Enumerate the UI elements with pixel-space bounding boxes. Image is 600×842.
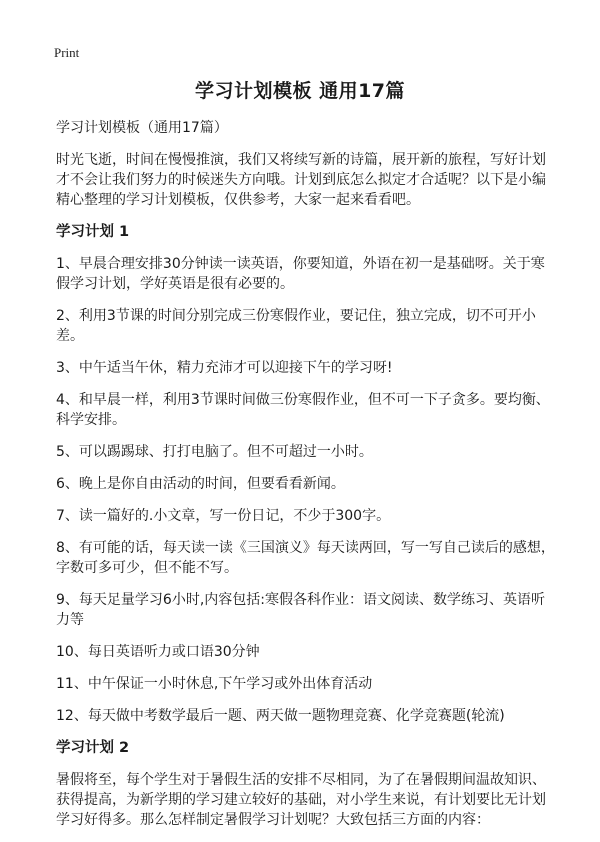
list-item: 9、每天足量学习6小时,内容包括:寒假各科作业：语文阅读、数学练习、英语听力等 (56, 592, 545, 628)
section-2-paragraph: 暑假将至，每个学生对于暑假生活的安排不尽相同，为了在暑假期间温故知识、获得提高，为新学期的学习建立较好的基础，对小学生来说，有计划要比无计划学习好得多。那么怎样制定暑假学习计划呢？大致包括三方面的内容： (56, 772, 546, 828)
list-item: 4、和早晨一样，利用3节课时间做三份寒假作业，但不可一下子贪多。要均衡、科学安排。 (56, 392, 550, 428)
list-item: 7、读一篇好的.小文章，写一份日记，不少于300字。 (56, 508, 391, 524)
list-item: 12、每天做中考数学最后一题、两天做一题物理竞赛、化学竞赛题(轮流) (56, 708, 505, 724)
intro-paragraph: 时光飞逝，时间在慢慢推演，我们又将续写新的诗篇，展开新的旅程，写好计划才不会让我们努力的时候迷失方向哦。计划到底怎么拟定才合适呢？以下是小编精心整理的学习计划模板，仅供参考，大家一起来看看吧。 (56, 152, 546, 208)
list-item: 2、利用3节课的时间分别完成三份寒假作业，要记住，独立完成，切不可开小差。 (56, 308, 536, 344)
list-item: 11、中午保证一小时休息,下午学习或外出体育活动 (56, 676, 373, 692)
list-item: 6、晚上是你自由活动的时间，但要看看新闻。 (56, 476, 345, 492)
list-item: 3、中午适当午休，精力充沛才可以迎接下午的学习呀! (56, 360, 393, 376)
list-item: 1、早晨合理安排30分钟读一读英语，你要知道，外语在初一是基础呀。关于寒假学习计划，学好英语是很有必要的。 (56, 256, 545, 292)
section-heading-1: 学习计划 1 (56, 224, 130, 240)
list-item: 10、每日英语听力或口语30分钟 (56, 644, 260, 660)
list-item: 5、可以踢踢球、打打电脑了。但不可超过一小时。 (56, 444, 373, 460)
document-body (56, 118, 556, 842)
list-item: 8、有可能的话，每天读一读《三国演义》每天读两回，写一写自己读后的感想，字数可多可少，但不能不写。 (56, 540, 555, 576)
page-title: 学习计划模板 通用17篇 (194, 80, 406, 102)
document-subtitle: 学习计划模板（通用17篇） (56, 120, 228, 136)
print-link[interactable]: Print (54, 45, 80, 60)
section-heading-2: 学习计划 2 (56, 740, 130, 756)
